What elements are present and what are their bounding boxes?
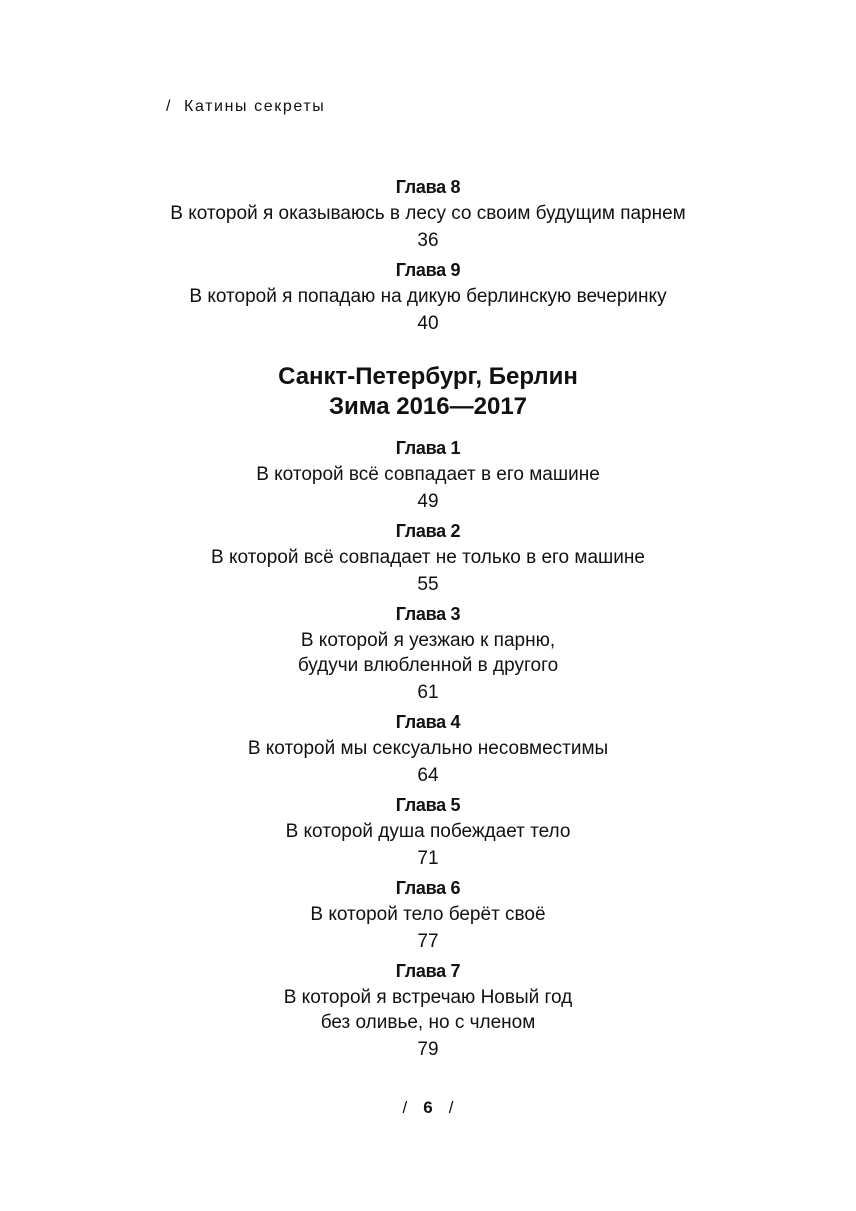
toc-entry	[0, 791, 856, 874]
toc-entry	[0, 957, 856, 1065]
chapter-page-number: 40	[417, 313, 439, 334]
toc-entry	[0, 517, 856, 600]
chapter-title: Глава 9	[395, 260, 461, 280]
chapter-page-number: 49	[417, 491, 439, 512]
page-number: 6	[423, 1098, 433, 1117]
chapter-page-number: 79	[417, 1039, 439, 1060]
section-heading-place: Санкт-Петербург, Берлин	[278, 363, 578, 390]
toc-entry	[0, 173, 856, 256]
running-head-slash: /	[166, 98, 173, 115]
chapter-description: В которой душа побеждает тело	[285, 821, 571, 842]
chapter-title: Глава 7	[395, 961, 461, 981]
chapter-description: В которой всё совпадает в его машине	[256, 464, 600, 485]
toc-entry	[0, 256, 856, 339]
running-head	[166, 98, 325, 116]
toc-entry	[0, 434, 856, 517]
chapter-description: В которой мы сексуально несовместимы	[247, 738, 609, 759]
chapter-page-number: 61	[417, 682, 439, 703]
chapter-title: Глава 8	[395, 177, 461, 197]
chapter-title: Глава 4	[395, 712, 461, 732]
toc-list-bottom	[0, 434, 856, 1065]
chapter-page-number: 36	[417, 230, 439, 251]
chapter-description: В которой я встречаю Новый год	[283, 987, 573, 1008]
chapter-description: В которой тело берёт своё	[310, 904, 546, 925]
chapter-page-number: 55	[417, 574, 439, 595]
toc-entry	[0, 874, 856, 957]
chapter-title: Глава 3	[395, 604, 461, 624]
chapter-description: В которой я уезжаю к парню,	[300, 630, 556, 651]
book-title: Катины секреты	[184, 98, 326, 115]
chapter-page-number: 77	[417, 931, 439, 952]
chapter-title: Глава 5	[395, 795, 461, 815]
chapter-title: Глава 2	[395, 521, 461, 541]
chapter-page-number: 71	[417, 848, 439, 869]
chapter-description: В которой всё совпадает не только в его машине	[211, 547, 645, 568]
chapter-title: Глава 6	[395, 878, 461, 898]
folio-left-slash: /	[402, 1098, 408, 1117]
folio-right-slash: /	[448, 1098, 454, 1117]
chapter-description-line-2: без оливье, но с членом	[320, 1012, 536, 1033]
chapter-description: В которой я оказываюсь в лесу со своим будущим парнем	[170, 203, 686, 224]
page-folio	[0, 1098, 856, 1118]
chapter-description: В которой я попадаю на дикую берлинскую вечеринку	[189, 286, 667, 307]
chapter-description-line-2: будучи влюбленной в другого	[297, 655, 559, 676]
toc-entry	[0, 600, 856, 708]
section-heading-season: Зима 2016—2017	[328, 393, 528, 420]
toc-list-top	[0, 173, 856, 339]
toc-entry	[0, 708, 856, 791]
chapter-page-number: 64	[417, 765, 439, 786]
chapter-title: Глава 1	[395, 438, 461, 458]
section-heading	[0, 362, 856, 422]
